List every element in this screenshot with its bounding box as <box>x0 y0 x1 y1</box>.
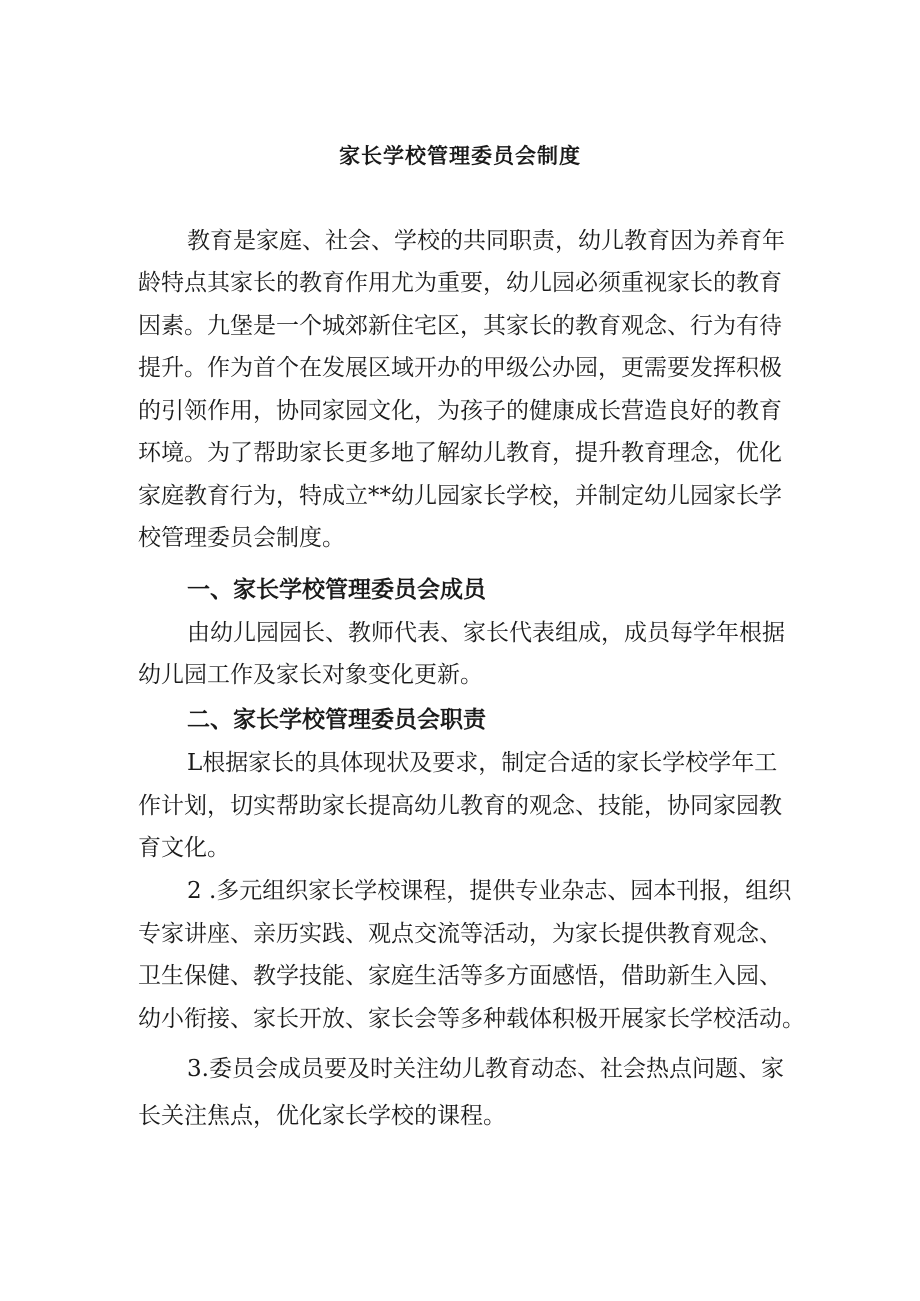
duty-item-2-line: 2 .多元组织家长学校课程，提供专业杂志、园本刊报，组织 <box>187 878 792 904</box>
duty-item-1-line: 育文化。 <box>138 835 230 861</box>
duty-item-1-line: 作计划，切实帮助家长提高幼儿教育的观念、技能，协同家园教 <box>138 793 782 819</box>
duty-item-3-line: 长关注焦点，优化家长学校的课程。 <box>138 1103 506 1129</box>
duty-item-2-line: 卫生保健、教学技能、家庭生活等多方面感悟，借助新生入园、 <box>138 963 782 989</box>
intro-line: 因素。九堡是一个城郊新住宅区，其家长的教育观念、行为有待 <box>138 313 782 339</box>
duty-item-2-line: 专家讲座、亲历实践、观点交流等活动，为家长提供教育观念、 <box>138 921 782 947</box>
section1-line: 由幼儿园园长、教师代表、家长代表组成，成员每学年根据 <box>187 620 785 646</box>
section1-line: 幼儿园工作及家长对象变化更新。 <box>138 662 483 688</box>
section-heading-members: 一、家长学校管理委员会成员 <box>187 576 486 603</box>
intro-line: 提升。作为首个在发展区域开办的甲级公办园，更需要发挥积极 <box>138 355 782 381</box>
intro-line: 环境。为了帮助家长更多地了解幼儿教育，提升教育理念，优化 <box>138 440 782 466</box>
intro-line: 的引领作用，协同家园文化，为孩子的健康成长营造良好的教育 <box>138 398 782 424</box>
intro-line: 家庭教育行为，特成立**幼儿园家长学校，并制定幼儿园家长学 <box>138 483 782 509</box>
duty-item-1-line: L根据家长的具体现状及要求，制定合适的家长学校学年工 <box>187 750 778 776</box>
intro-line: 教育是家庭、社会、学校的共同职责，幼儿教育因为养育年 <box>187 228 785 254</box>
section-heading-duties: 二、家长学校管理委员会职责 <box>187 706 486 733</box>
intro-line: 校管理委员会制度。 <box>138 525 345 551</box>
duty-item-3-line: 3.委员会成员要及时关注幼儿教育动态、社会热点问题、家 <box>187 1056 784 1082</box>
document-title: 家长学校管理委员会制度 <box>339 143 581 168</box>
intro-line: 龄特点其家长的教育作用尤为重要，幼儿园必须重视家长的教育 <box>138 270 782 296</box>
duty-item-2-line: 幼小衔接、家长开放、家长会等多种载体积极开展家长学校活动。 <box>138 1006 805 1032</box>
